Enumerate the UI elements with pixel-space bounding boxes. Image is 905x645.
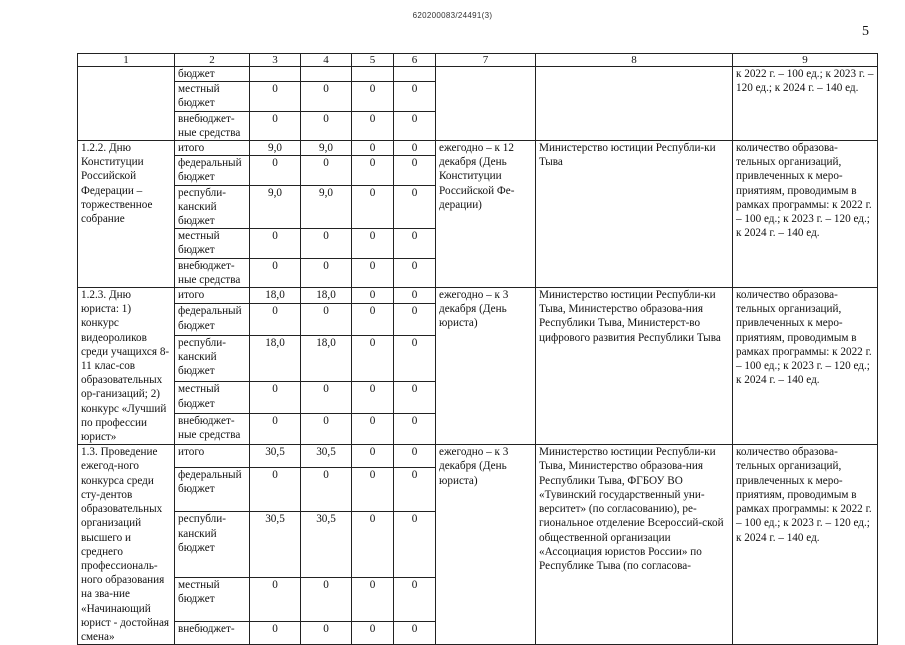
amount-cell: 0 (352, 382, 394, 413)
amount-cell: 0 (352, 288, 394, 304)
amount-cell: 0 (250, 413, 301, 444)
executor-cell (536, 67, 733, 141)
table-header-row (78, 54, 878, 67)
table-row (78, 67, 878, 82)
amount-cell: 0 (394, 577, 436, 621)
amount-cell: 0 (352, 258, 394, 287)
amount-cell: 0 (352, 304, 394, 335)
funding-source-cell: местный бюджет (175, 82, 250, 111)
amount-cell: 0 (394, 622, 436, 645)
amount-cell: 0 (250, 304, 301, 335)
amount-cell: 0 (301, 622, 352, 645)
header-cell: 1 (78, 54, 175, 67)
amount-cell: 9,0 (250, 141, 301, 156)
amount-cell: 0 (394, 82, 436, 111)
amount-cell: 0 (394, 185, 436, 229)
period-cell: ежегодно – к 3 декабря (День юриста) (436, 445, 536, 645)
amount-cell: 0 (301, 577, 352, 621)
amount-cell: 0 (394, 288, 436, 304)
funding-source-cell: республи-канский бюджет (175, 185, 250, 229)
amount-cell (301, 67, 352, 82)
amount-cell: 0 (394, 413, 436, 444)
funding-source-cell: внебюджет- (175, 622, 250, 645)
amount-cell: 0 (394, 141, 436, 156)
executor-cell: Министерство юстиции Республи-ки Тыва, Министерство образова-ния Республики Тыва, ФГБОУ ВО «Тувинский государственный уни-верситет» (по согласованию), ре-гиональное отделение Всероссий-ской общественной организации «Ассоциация юристов России» по Республике Тыва (по согласова- (536, 445, 733, 645)
funding-source-cell: внебюджет-ные средства (175, 413, 250, 444)
amount-cell: 9,0 (301, 185, 352, 229)
amount-cell: 0 (301, 229, 352, 258)
table-row (78, 445, 878, 468)
measure-name-cell: 1.3. Проведение ежегод-ного конкурса среди сту-дентов образовательных организаций высшего и среднего профессиональ-ного образования на зва-ние «Начинающий юрист - достойная смена» (78, 445, 175, 645)
amount-cell: 30,5 (250, 445, 301, 468)
amount-cell: 0 (394, 156, 436, 185)
amount-cell: 0 (301, 413, 352, 444)
amount-cell: 0 (301, 382, 352, 413)
amount-cell: 0 (352, 156, 394, 185)
amount-cell (352, 67, 394, 82)
funding-source-cell: внебюджет-ные средства (175, 111, 250, 140)
amount-cell: 30,5 (250, 512, 301, 578)
amount-cell: 0 (394, 335, 436, 382)
amount-cell: 0 (394, 512, 436, 578)
funding-source-cell: бюджет (175, 67, 250, 82)
executor-cell: Министерство юстиции Республи-ки Тыва (536, 141, 733, 288)
amount-cell: 0 (352, 82, 394, 111)
header-cell: 6 (394, 54, 436, 67)
amount-cell: 0 (301, 304, 352, 335)
amount-cell: 0 (394, 111, 436, 140)
header-cell: 9 (733, 54, 878, 67)
amount-cell: 0 (250, 382, 301, 413)
amount-cell: 0 (301, 82, 352, 111)
funding-source-cell: итого (175, 141, 250, 156)
funding-source-cell: федеральный бюджет (175, 156, 250, 185)
amount-cell: 0 (394, 382, 436, 413)
amount-cell: 9,0 (250, 185, 301, 229)
funding-source-cell: итого (175, 445, 250, 468)
amount-cell: 0 (250, 577, 301, 621)
amount-cell: 0 (352, 445, 394, 468)
amount-cell: 0 (250, 258, 301, 287)
funding-source-cell: итого (175, 288, 250, 304)
amount-cell: 0 (301, 258, 352, 287)
header-cell: 5 (352, 54, 394, 67)
amount-cell: 0 (250, 229, 301, 258)
measure-name-cell: 1.2.3. Дню юриста: 1) конкурс видеороликов среди учащихся 8-11 клас-сов образовательных ор-ганизаций; 2) конкурс «Лучший по профессии юрист» (78, 288, 175, 445)
funding-source-cell: местный бюджет (175, 382, 250, 413)
funding-source-cell: республи-канский бюджет (175, 512, 250, 578)
amount-cell: 0 (352, 413, 394, 444)
period-cell: ежегодно – к 12 декабря (День Конституции Российской Фе-дерации) (436, 141, 536, 288)
amount-cell: 0 (301, 156, 352, 185)
amount-cell: 0 (250, 622, 301, 645)
amount-cell: 0 (352, 468, 394, 512)
indicator-cell: количество образова-тельных организаций, привлеченных к меро-приятиям, проводимым в рамках программы: к 2022 г. – 100 ед.; к 2023 г. – 120 ед.; к 2024 г. – 140 ед. (733, 288, 878, 445)
amount-cell: 0 (394, 229, 436, 258)
amount-cell: 0 (352, 229, 394, 258)
amount-cell: 18,0 (250, 335, 301, 382)
page-number: 5 (862, 24, 869, 39)
amount-cell (394, 67, 436, 82)
amount-cell: 30,5 (301, 445, 352, 468)
header-cell: 2 (175, 54, 250, 67)
amount-cell: 0 (352, 111, 394, 140)
amount-cell: 0 (394, 304, 436, 335)
table-row (78, 288, 878, 304)
indicator-cell: количество образова-тельных организаций, привлеченных к меро-приятиям, проводимым в рамках программы: к 2022 г. – 100 ед.; к 2023 г. – 120 ед.; к 2024 г. – 140 ед. (733, 445, 878, 645)
amount-cell: 0 (352, 577, 394, 621)
header-cell: 4 (301, 54, 352, 67)
amount-cell: 30,5 (301, 512, 352, 578)
period-cell: ежегодно – к 3 декабря (День юриста) (436, 288, 536, 445)
amount-cell: 9,0 (301, 141, 352, 156)
amount-cell: 0 (250, 82, 301, 111)
executor-cell: Министерство юстиции Республи-ки Тыва, Министерство образова-ния Республики Тыва, Министерст-во цифрового развития Республики Тыва (536, 288, 733, 445)
funding-source-cell: республи-канский бюджет (175, 335, 250, 382)
indicator-cell: к 2022 г. – 100 ед.; к 2023 г. – 120 ед.; к 2024 г. – 140 ед. (733, 67, 878, 141)
amount-cell: 0 (352, 335, 394, 382)
header-cell: 8 (536, 54, 733, 67)
amount-cell: 0 (394, 258, 436, 287)
indicator-cell: количество образова-тельных организаций, привлеченных к меро-приятиям, проводимым в рамках программы: к 2022 г. – 100 ед.; к 2023 г. – 120 ед.; к 2024 г. – 140 ед. (733, 141, 878, 288)
program-table (77, 53, 878, 645)
amount-cell: 0 (352, 512, 394, 578)
amount-cell: 0 (250, 468, 301, 512)
funding-source-cell: местный бюджет (175, 229, 250, 258)
amount-cell: 0 (352, 185, 394, 229)
funding-source-cell: внебюджет-ные средства (175, 258, 250, 287)
amount-cell: 0 (250, 156, 301, 185)
amount-cell: 18,0 (250, 288, 301, 304)
amount-cell: 0 (352, 141, 394, 156)
amount-cell: 18,0 (301, 288, 352, 304)
amount-cell: 0 (250, 111, 301, 140)
funding-source-cell: федеральный бюджет (175, 468, 250, 512)
header-cell: 3 (250, 54, 301, 67)
period-cell (436, 67, 536, 141)
amount-cell: 0 (301, 468, 352, 512)
amount-cell (250, 67, 301, 82)
funding-source-cell: местный бюджет (175, 577, 250, 621)
table-row (78, 141, 878, 156)
amount-cell: 0 (394, 468, 436, 512)
measure-name-cell: 1.2.2. Дню Конституции Российской Федерации – торжественное собрание (78, 141, 175, 288)
measure-name-cell (78, 67, 175, 141)
document-id: 620200083/24491(3) (412, 11, 493, 20)
amount-cell: 0 (301, 111, 352, 140)
amount-cell: 18,0 (301, 335, 352, 382)
amount-cell: 0 (394, 445, 436, 468)
header-cell: 7 (436, 54, 536, 67)
amount-cell: 0 (352, 622, 394, 645)
funding-source-cell: федеральный бюджет (175, 304, 250, 335)
